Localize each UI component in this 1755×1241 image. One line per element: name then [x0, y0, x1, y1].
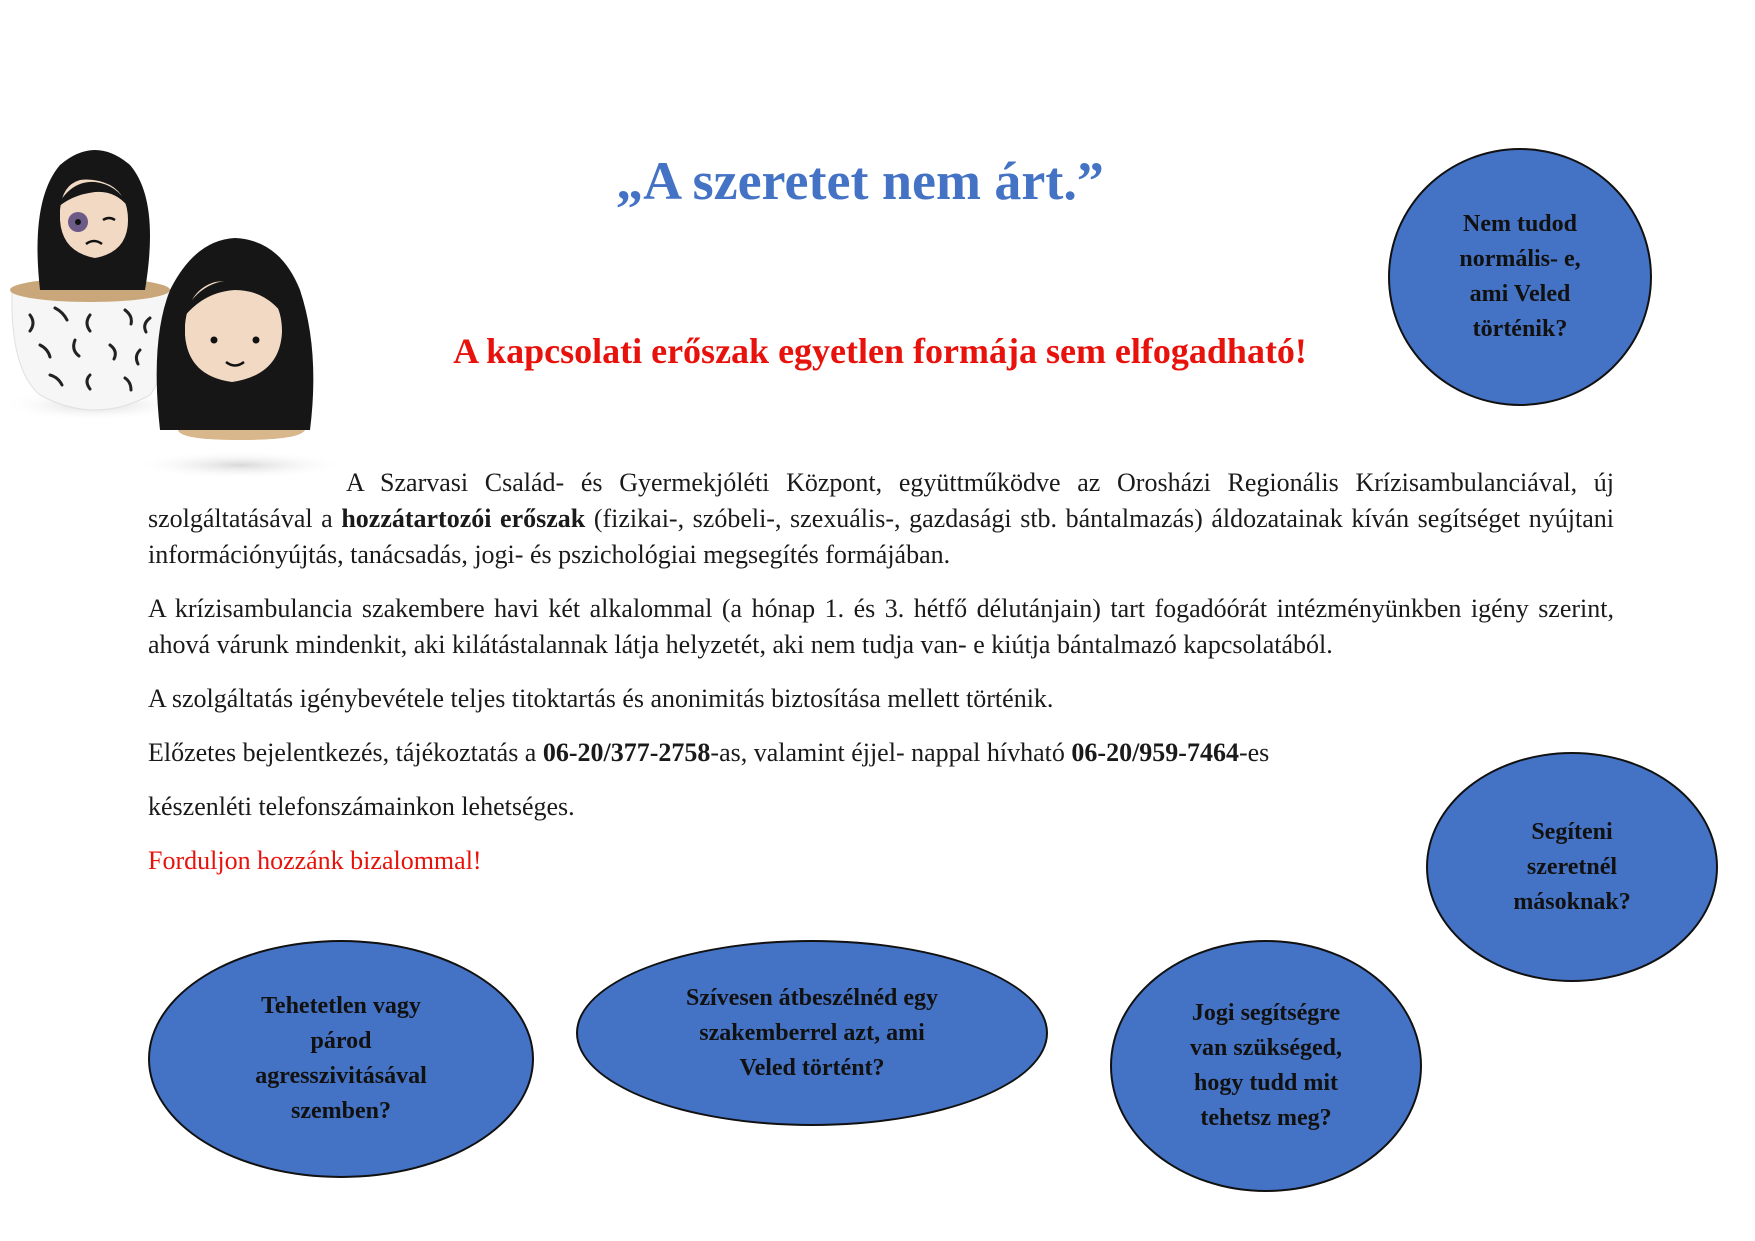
bubble-line: szakemberrel azt, ami — [699, 1019, 925, 1046]
paragraph-closing: Forduljon hozzánk bizalommal! — [148, 846, 482, 875]
bubble-line: szemben? — [291, 1098, 391, 1124]
paragraph-office-hours: A krízisambulancia szakembere havi két alkalommal (a hónap 1. és 3. hétfő délutánjain) tart fogadóórát intézményünkben igény szerint, ahová várunk mindenkit, aki kilátástalannak látja helyzetét, aki nem tudja van- e kiútja bántalmazó kapcsolatából. — [148, 594, 1614, 659]
bubble-line: agresszivitásával — [255, 1063, 427, 1089]
bubble-top-right — [1388, 148, 1652, 406]
bubble-line: tehetsz meg? — [1200, 1105, 1332, 1131]
bubble-bottom-2 — [576, 940, 1048, 1126]
bubble-line: szeretnél — [1526, 853, 1618, 880]
bubble-line: Nem tudod — [1462, 211, 1577, 237]
bubble-line: Jogi segítségre — [1191, 1000, 1341, 1026]
paragraph-confidentiality: A szolgáltatás igénybevétele teljes titoktartás és anonimitás biztosítása mellett történik. — [148, 684, 1054, 713]
contact-text-c: -es — [1238, 738, 1270, 767]
bubble-bottom-3 — [1110, 940, 1422, 1192]
bubble-line: Szívesen átbeszélnéd egy — [686, 984, 938, 1011]
paragraph-contact — [148, 735, 1614, 771]
bubble-line: ami Veled — [1469, 281, 1571, 307]
bubble-line: Veled történt? — [739, 1054, 885, 1081]
paragraph-intro-text-b: (fizikai-, szóbeli-, szexuális-, gazdasági stb. bántalmazás) áldozatainak kíván segítséget nyújtani információnyújtás, tanácsadás, jogi- és pszichológiai megsegítés formájában. — [148, 504, 1614, 569]
bubble-mid-right — [1426, 752, 1718, 982]
paragraph-contact-end: készenléti telefonszámainkon lehetséges. — [148, 792, 575, 821]
bubble-bottom-1 — [148, 940, 534, 1178]
paragraph-intro-text-a: A Szarvasi Család- és Gyermekjóléti Központ, együttműködve az Orosházi Regionális Krízisambulanciával, új szolgáltatásával a — [148, 468, 1614, 533]
bubble-line: van szükséged, — [1189, 1035, 1343, 1061]
bubble-line: hogy tudd mit — [1193, 1070, 1339, 1096]
page-subtitle: A kapcsolati erőszak egyetlen formája sem elfogadható! — [453, 331, 1307, 371]
bubble-line: Tehetetlen vagy — [261, 993, 421, 1019]
contact-text-a: Előzetes bejelentkezés, tájékoztatás a — [148, 738, 543, 767]
bubble-line: párod — [310, 1028, 372, 1054]
bubble-line: Segíteni — [1531, 818, 1613, 845]
bubble-line: másoknak? — [1513, 888, 1631, 915]
main-text — [148, 465, 1614, 897]
phone-number-1: 06-20/377-2758 — [542, 738, 711, 767]
paragraph-intro — [148, 465, 1614, 573]
phone-number-2: 06-20/959-7464 — [1071, 738, 1239, 767]
bubble-line: normális- e, — [1459, 246, 1581, 272]
bubble-line: történik? — [1472, 316, 1568, 342]
page-title: „A szeretet nem árt.” — [616, 151, 1104, 211]
paragraph-intro-bold: hozzátartozói erőszak — [341, 504, 586, 533]
contact-text-b: -as, valamint éjjel- nappal hívható — [710, 738, 1072, 767]
